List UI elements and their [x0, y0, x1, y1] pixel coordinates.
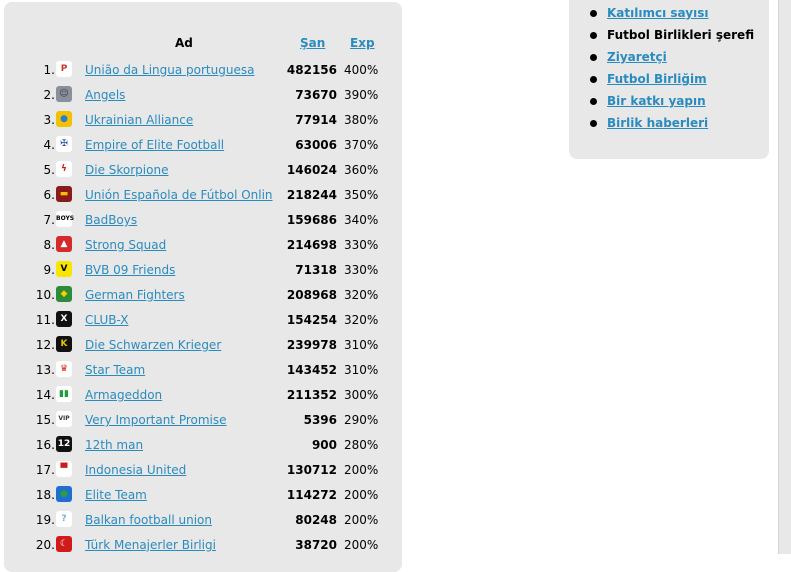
club-name-link[interactable]: BVB 09 Friends	[85, 263, 176, 277]
club-score: 159686	[286, 213, 337, 227]
club-name-link[interactable]: Unión Española de Fútbol Onlin	[85, 188, 273, 202]
table-row	[0, 257, 398, 282]
letter-x-icon: X	[56, 311, 72, 327]
table-row	[0, 382, 398, 407]
shield-icon: ▲	[56, 236, 72, 252]
club-score: 211352	[286, 388, 337, 402]
club-name-link[interactable]: Die Schwarzen Krieger	[85, 338, 222, 352]
rank-number: 18.	[35, 488, 55, 502]
rank-number: 15.	[35, 413, 55, 427]
club-score: 208968	[286, 288, 337, 302]
rank-number: 14.	[35, 388, 55, 402]
rank-number: 5.	[43, 163, 55, 177]
club-score: 154254	[286, 313, 337, 327]
club-exp: 360%	[344, 163, 379, 177]
club-exp: 330%	[344, 238, 379, 252]
table-row	[0, 182, 398, 207]
angel-face-icon: ☺	[56, 86, 72, 102]
menu-link[interactable]: Katılımcı sayısı	[607, 6, 709, 20]
letter-p-icon: P	[56, 61, 72, 77]
club-name-link[interactable]: União da Lingua portuguesa	[85, 63, 255, 77]
vip-icon: VIP	[56, 411, 72, 427]
scorpion-icon: ϟ	[56, 161, 72, 177]
club-score: 38720	[295, 538, 337, 552]
menu-item[interactable]	[590, 5, 754, 27]
turkey-flag-icon: ☾	[56, 536, 72, 552]
table-row	[0, 307, 398, 332]
boys-text-icon: BOYS	[56, 211, 72, 227]
rank-number: 3.	[43, 113, 55, 127]
club-exp: 400%	[344, 63, 379, 77]
menu-link[interactable]: Birlik haberleri	[607, 116, 709, 130]
table-row	[0, 107, 398, 132]
rank-number: 20.	[35, 538, 55, 552]
spain-crest-icon: ▬	[56, 186, 72, 202]
club-score: 900	[311, 438, 337, 452]
question-icon: ?	[56, 511, 72, 527]
club-score: 71318	[295, 263, 337, 277]
menu-link[interactable]: Ziyaretçi	[607, 50, 667, 64]
rank-number: 8.	[43, 238, 55, 252]
table-row	[0, 457, 398, 482]
club-exp: 370%	[344, 138, 379, 152]
table-row	[0, 207, 398, 232]
club-name-link[interactable]: Elite Team	[85, 488, 147, 502]
rank-number: 1.	[43, 63, 55, 77]
club-exp: 320%	[344, 313, 379, 327]
club-name-link[interactable]: Türk Menajerler Birligi	[85, 538, 216, 552]
club-name-link[interactable]: Armageddon	[85, 388, 163, 402]
letter-k-icon: K	[56, 336, 72, 352]
club-score: 5396	[303, 413, 337, 427]
club-name-link[interactable]: Star Team	[85, 363, 146, 377]
club-name-link[interactable]: Angels	[85, 88, 126, 102]
table-row	[0, 407, 398, 432]
column-header-exp[interactable]: Exp	[350, 36, 375, 50]
club-exp: 330%	[344, 263, 379, 277]
club-name-link[interactable]: Die Skorpione	[85, 163, 169, 177]
rank-number: 10.	[35, 288, 55, 302]
club-exp: 340%	[344, 213, 379, 227]
rank-number: 2.	[43, 88, 55, 102]
club-score: 214698	[286, 238, 337, 252]
club-exp: 290%	[344, 413, 379, 427]
table-row	[0, 57, 398, 82]
rank-number: 19.	[35, 513, 55, 527]
club-name-link[interactable]: CLUB-X	[85, 313, 129, 327]
club-score: 73670	[295, 88, 337, 102]
table-row	[0, 332, 398, 357]
club-exp: 310%	[344, 363, 379, 377]
club-score: 146024	[286, 163, 337, 177]
menu-item[interactable]	[590, 93, 754, 115]
menu-item[interactable]	[590, 115, 754, 137]
club-name-link[interactable]: German Fighters	[85, 288, 185, 302]
rank-number: 16.	[35, 438, 55, 452]
globe-icon: ●	[56, 486, 72, 502]
club-name-link[interactable]: Empire of Elite Football	[85, 138, 225, 152]
club-score: 143452	[286, 363, 337, 377]
eagle-crest-icon: ✠	[56, 136, 72, 152]
menu-item[interactable]	[590, 71, 754, 93]
table-row	[0, 482, 398, 507]
ukraine-flag-icon: ●	[56, 111, 72, 127]
table-row	[0, 157, 398, 182]
rank-number: 6.	[43, 188, 55, 202]
number-12-icon: 12	[56, 436, 72, 452]
club-exp: 380%	[344, 113, 379, 127]
club-score: 77914	[295, 113, 337, 127]
club-exp: 200%	[344, 463, 379, 477]
club-exp: 390%	[344, 88, 379, 102]
club-name-link[interactable]: Strong Squad	[85, 238, 167, 252]
table-row	[0, 132, 398, 157]
table-row	[0, 282, 398, 307]
club-name-link[interactable]: Balkan football union	[85, 513, 212, 527]
italy-flag-icon: ▮▮	[56, 386, 72, 402]
column-header-score[interactable]: Şan	[300, 36, 326, 50]
menu-item[interactable]	[590, 49, 754, 71]
rank-number: 11.	[35, 313, 55, 327]
club-name-link[interactable]: Indonesia United	[85, 463, 187, 477]
table-row	[0, 357, 398, 382]
side-menu	[590, 5, 754, 137]
club-score: 218244	[286, 188, 337, 202]
table-row	[0, 432, 398, 457]
rank-number: 7.	[43, 213, 55, 227]
column-header-name: Ad	[175, 36, 193, 50]
club-score: 114272	[286, 488, 337, 502]
club-exp: 350%	[344, 188, 379, 202]
club-exp: 310%	[344, 338, 379, 352]
rank-number: 9.	[43, 263, 55, 277]
club-name-link[interactable]: 12th man	[85, 438, 144, 452]
menu-link[interactable]: Futbol Birliğim	[607, 72, 707, 86]
side-panel-edge	[778, 0, 791, 554]
club-name-link[interactable]: Very Important Promise	[85, 413, 227, 427]
club-exp: 200%	[344, 538, 379, 552]
menu-label: Futbol Birlikleri şerefi	[607, 28, 755, 42]
table-row	[0, 507, 398, 532]
table-row	[0, 532, 398, 557]
menu-item	[590, 27, 754, 49]
club-exp: 300%	[344, 388, 379, 402]
rank-number: 13.	[35, 363, 55, 377]
rank-number: 17.	[35, 463, 55, 477]
club-score: 130712	[286, 463, 337, 477]
table-row	[0, 82, 398, 107]
club-score: 482156	[286, 63, 337, 77]
menu-link[interactable]: Bir katkı yapın	[607, 94, 706, 108]
club-exp: 200%	[344, 488, 379, 502]
indonesia-flag-icon: ▀	[56, 461, 72, 477]
club-exp: 320%	[344, 288, 379, 302]
club-score: 239978	[286, 338, 337, 352]
letter-v-icon: V	[56, 261, 72, 277]
table-row	[0, 232, 398, 257]
crown-icon: ♛	[56, 361, 72, 377]
rank-number: 12.	[35, 338, 55, 352]
club-name-link[interactable]: Ukrainian Alliance	[85, 113, 194, 127]
brazil-flag-icon: ◆	[56, 286, 72, 302]
club-name-link[interactable]: BadBoys	[85, 213, 138, 227]
club-score: 63006	[295, 138, 337, 152]
club-exp: 200%	[344, 513, 379, 527]
club-exp: 280%	[344, 438, 379, 452]
rank-number: 4.	[43, 138, 55, 152]
club-score: 80248	[295, 513, 337, 527]
